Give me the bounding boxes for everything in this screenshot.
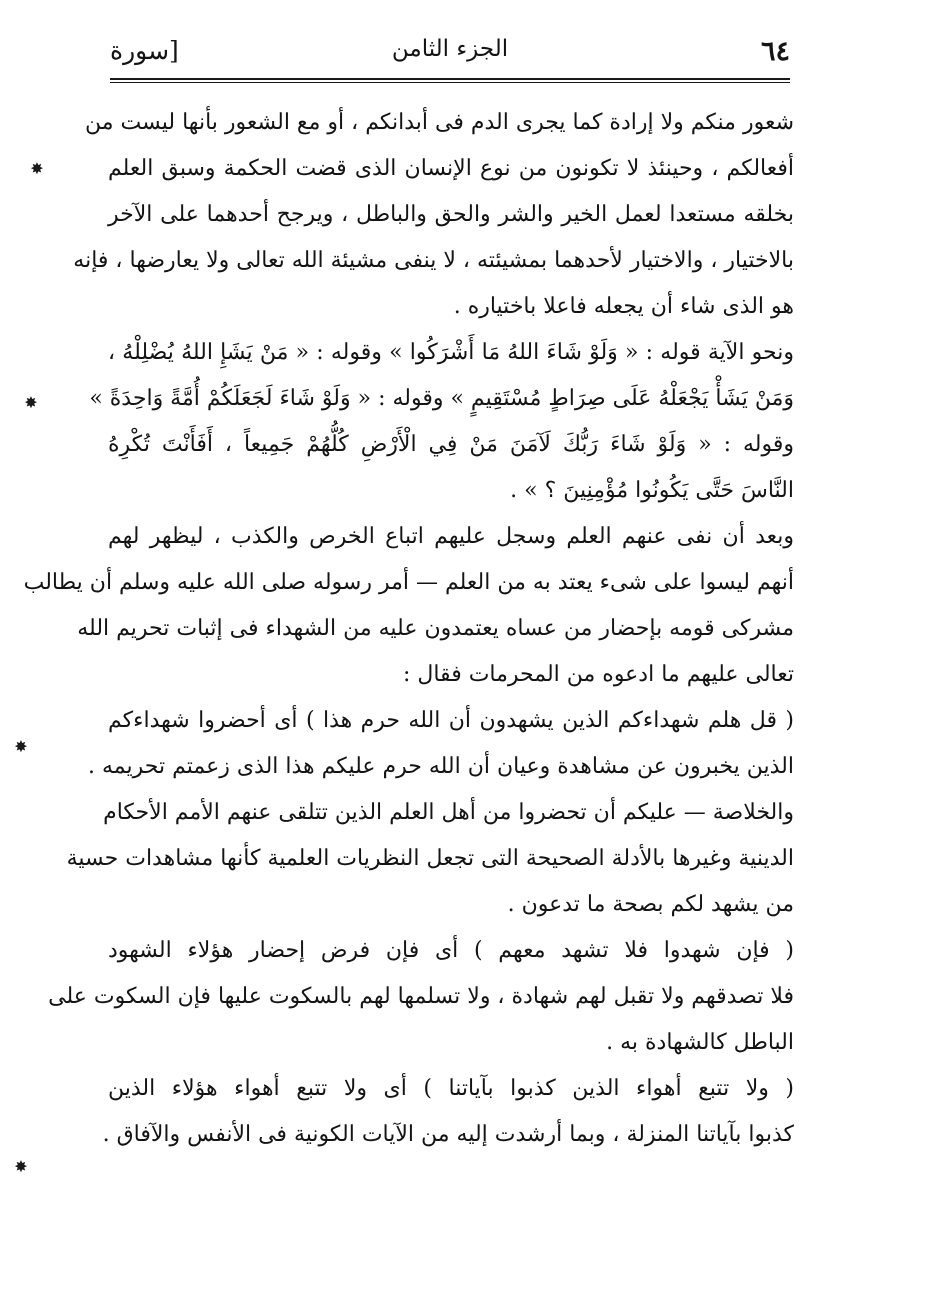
text-line: والخلاصة — عليكم أن تحضروا من أهل العلم الذين تتلقى عنهم الأمم الأحكام	[103, 800, 794, 825]
text-line: الباطل كالشهادة به .	[606, 1030, 794, 1055]
text-line: ( ولا تتبع أهواء الذين كذبوا بآياتنا ) أى ولا تتبع أهواء هؤلاء الذين	[108, 1076, 794, 1101]
text-line: تعالى عليهم ما ادعوه من المحرمات فقال :	[402, 662, 794, 687]
body-text	[23, 100, 794, 1158]
page-header	[110, 30, 790, 74]
text-line: من يشهد لكم بصحة ما تدعون .	[507, 892, 794, 917]
text-line: الذين يخبرون عن مشاهدة وعيان أن الله حرم عليكم هذا الذى زعمتم تحريمه .	[88, 754, 794, 779]
text-line: فلا تصدقهم ولا تقبل لهم شهادة ، ولا تسلمها لهم بالسكوت عليها فإن السكوت على	[48, 984, 794, 1009]
page-number: ٦٤	[760, 36, 790, 67]
text-line: ( قل هلم شهداءكم الذين يشهدون أن الله حرم هذا ) أى أحضروا شهداءكم	[108, 708, 794, 733]
text-line: بالاختيار ، والاختيار لأحدهما بمشيئته ، لا ينفى مشيئة الله تعالى ولا يعارضها ، فإنه	[73, 248, 794, 273]
text-line: وبعد أن نفى عنهم العلم وسجل عليهم اتباع الخرص والكذب ، ليظهر لهم	[108, 524, 794, 549]
text-line: أفعالكم ، وحينئذ لا تكونون من نوع الإنسان الذى قضت الحكمة وسبق العلم	[108, 156, 794, 181]
text-line: وَمَنْ يَشَأْ يَجْعَلْهُ عَلَى صِرَاطٍ مُسْتَقِيمٍ » وقوله : « وَلَوْ شَاءَ لَجَعَلَكُمْ أُمَّةً وَاحِدَةً »	[89, 386, 794, 411]
header-rule	[110, 78, 790, 80]
margin-speck-icon: ✸	[14, 737, 28, 756]
text-line: أنهم ليسوا على شىء يعتد به من العلم — أمر رسوله صلى الله عليه وسلم أن يطالب	[23, 570, 794, 595]
text-line: ونحو الآية قوله : « وَلَوْ شَاءَ اللهُ مَا أَشْرَكُوا » وقوله : « مَنْ يَشَإِ اللهُ يُضْلِلْهُ ،	[108, 340, 794, 365]
text-line: شعور منكم ولا إرادة كما يجرى الدم فى أبدانكم ، أو مع الشعور بأنها ليست من	[85, 110, 794, 135]
header-rule-thin	[110, 82, 790, 83]
text-line: ( فإن شهدوا فلا تشهد معهم ) أى فإن فرض إحضار هؤلاء الشهود	[108, 938, 794, 963]
text-line: الدينية وغيرها بالأدلة الصحيحة التى تجعل النظريات العلمية كأنها مشاهدات حسية	[66, 846, 794, 871]
margin-speck-icon: ✸	[14, 1157, 28, 1176]
text-line: النَّاسَ حَتَّى يَكُونُوا مُؤْمِنِينَ ؟ » .	[510, 478, 794, 503]
margin-speck-icon: ✸	[30, 159, 44, 178]
surah-label: [سورة	[110, 36, 179, 65]
text-line: مشركى قومه بإحضار من عساه يعتمدون عليه من الشهداء فى إثبات تحريم الله	[77, 616, 794, 641]
text-line: وقوله : « وَلَوْ شَاءَ رَبُّكَ لَآمَنَ مَنْ فِي الْأَرْضِ كُلُّهُمْ جَمِيعاً ، أَفَأَنْتَ تُكْرِهُ	[108, 432, 794, 457]
running-head: الجزء الثامن	[391, 36, 509, 62]
text-line: بخلقه مستعدا لعمل الخير والشر والحق والباطل ، ويرجح أحدهما على الآخر	[108, 202, 794, 227]
text-line: كذبوا بآياتنا المنزلة ، وبما أرشدت إليه من الآيات الكونية فى الأنفس والآفاق .	[102, 1122, 794, 1147]
text-line: هو الذى شاء أن يجعله فاعلا باختياره .	[453, 294, 794, 319]
margin-speck-icon: ✸	[24, 393, 38, 412]
